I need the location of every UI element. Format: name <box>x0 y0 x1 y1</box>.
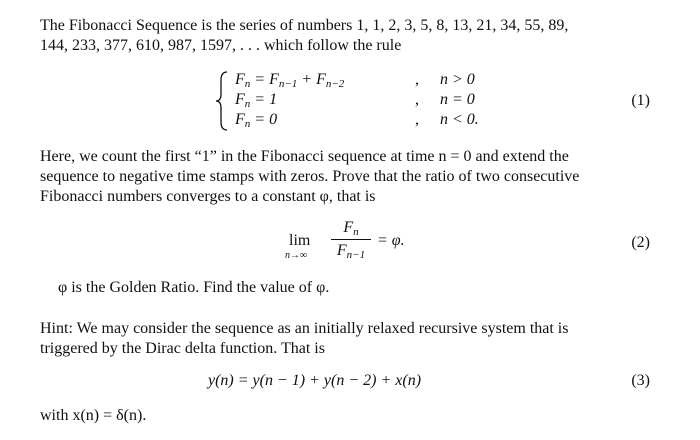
problem-line-1: Here, we count the first “1” in the Fibonacci sequence at time n = 0 and extend the <box>40 148 569 165</box>
intro-line-2: 144, 233, 377, 610, 987, 1597, . . . which follow the rule <box>40 37 402 54</box>
equation-1-number: (1) <box>631 92 650 109</box>
hint-line-1: Hint: We may consider the sequence as an initially relaxed recursive system that is <box>40 320 569 337</box>
equation-1-system: $F_n = F_{n-1} + F_{n-2}$ , n > 0 $F_n = 1$ , n = 0 $F_n = 0$ , n < 0. <box>215 70 515 132</box>
equation-3: y(n) = y(n − 1) + y(n − 2) + x(n) <box>208 372 422 389</box>
condition-n-zero: n = 0 <box>440 91 475 108</box>
left-brace-icon <box>215 70 229 132</box>
hint-line-2: triggered by the Dirac delta function. That is <box>40 340 325 357</box>
condition-n-positive: n > 0 <box>440 71 475 88</box>
problem-line-2: sequence to negative time stamps with zeros. Prove that the ratio of two consecutive <box>40 168 580 185</box>
closing-line: with x(n) = δ(n). <box>40 407 147 424</box>
equation-2-number: (2) <box>631 234 650 251</box>
problem-line-3: Fibonacci numbers converges to a constant φ, that is <box>40 188 376 205</box>
condition-n-negative: n < 0. <box>440 111 479 128</box>
intro-paragraph <box>40 16 652 56</box>
equation-3-number: (3) <box>631 372 650 389</box>
hint-paragraph <box>40 319 652 359</box>
problem-paragraph <box>40 147 652 207</box>
golden-ratio-line: φ is the Golden Ratio. Find the value of φ. <box>58 279 330 296</box>
intro-line-1: The Fibonacci Sequence is the series of numbers 1, 1, 2, 3, 5, 8, 13, 21, 34, 55, 89, <box>40 17 569 34</box>
equation-2-limit: lim n→∞ $F_n$ $F_{n-1}$ = φ. <box>285 219 405 261</box>
ratio-fraction: $F_n$ $F_{n-1}$ <box>331 218 371 261</box>
